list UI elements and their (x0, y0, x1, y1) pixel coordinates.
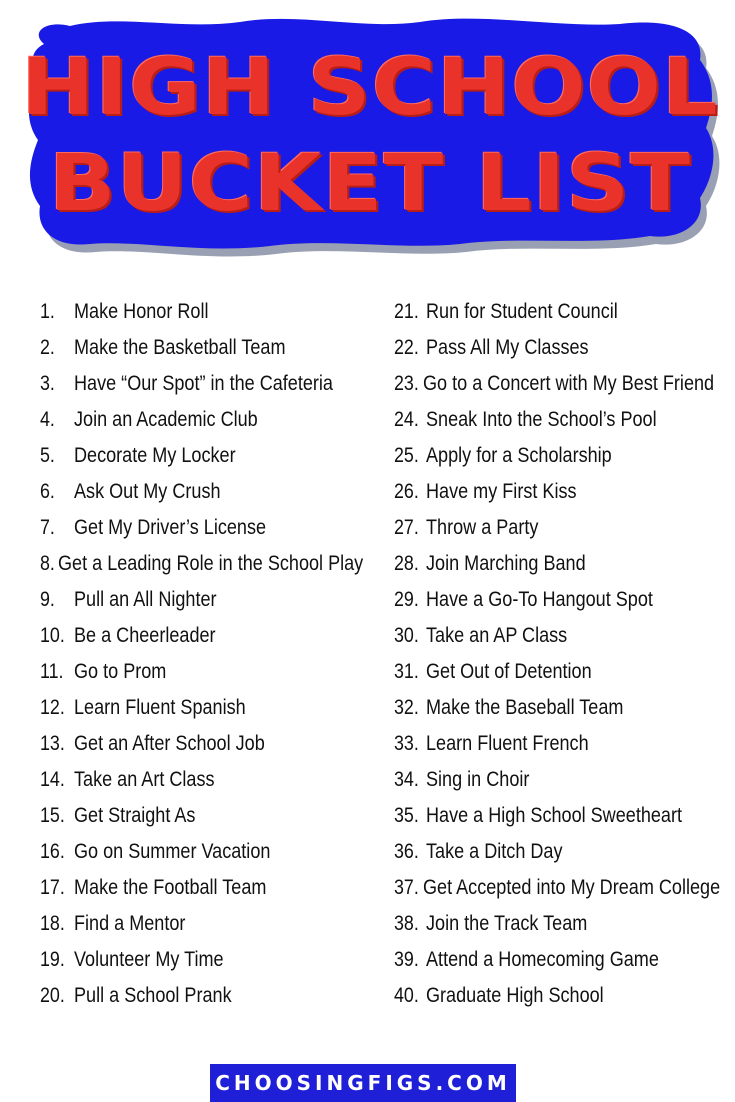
list-item-label: Make the Baseball Team (426, 696, 624, 719)
footer-site-banner (210, 1064, 516, 1102)
list-item-number: 28. (394, 552, 419, 575)
list-item-number: 27. (394, 516, 419, 539)
list-item-label: Go on Summer Vacation (74, 840, 271, 863)
list-item (394, 834, 724, 870)
list-item (40, 654, 380, 690)
list-item-label: Find a Mentor (74, 912, 186, 935)
list-item-number: 19. (40, 948, 65, 971)
list-item (394, 510, 724, 546)
list-item-number: 6. (40, 480, 55, 503)
list-item (394, 402, 724, 438)
list-item (394, 978, 724, 1014)
list-item (394, 654, 724, 690)
list-item (394, 438, 724, 474)
list-item-number: 16. (40, 840, 65, 863)
list-item-number: 7. (40, 516, 55, 539)
list-item-label: Graduate High School (426, 984, 604, 1007)
list-item-number: 15. (40, 804, 65, 827)
list-item-label: Get Out of Detention (426, 660, 592, 683)
list-item-number: 5. (40, 444, 55, 467)
list-item-label: Ask Out My Crush (74, 480, 221, 503)
list-item (40, 438, 380, 474)
list-item-number: 18. (40, 912, 65, 935)
list-item (40, 474, 380, 510)
list-item-number: 33. (394, 732, 419, 755)
list-item-label: Learn Fluent French (426, 732, 589, 755)
list-item-label: Take a Ditch Day (426, 840, 563, 863)
list-item-label: Make the Basketball Team (74, 336, 286, 359)
title-line-2: BUCKET LIST (48, 139, 692, 229)
list-item-label: Get a Leading Role in the School Play (57, 552, 363, 575)
list-item (394, 726, 724, 762)
list-item (40, 870, 380, 906)
list-item-number: 3. (40, 372, 55, 395)
list-item-label: Run for Student Council (426, 300, 618, 323)
list-item-number: 10. (40, 624, 65, 647)
list-item (40, 906, 380, 942)
list-item (40, 618, 380, 654)
list-item-number: 13. (40, 732, 65, 755)
list-item-label: Join the Track Team (426, 912, 588, 935)
list-item-label: Pull an All Nighter (74, 588, 217, 611)
list-item (40, 330, 380, 366)
list-item (40, 366, 380, 402)
list-item-number: 1. (40, 300, 55, 323)
list-item-label: Sing in Choir (426, 768, 530, 791)
list-item-label: Join an Academic Club (74, 408, 258, 431)
list-item-number: 21. (394, 300, 419, 323)
list-item (40, 798, 380, 834)
list-item (40, 978, 380, 1014)
list-item-label: Take an Art Class (74, 768, 215, 791)
list-item-number: 23. (394, 372, 419, 395)
list-item-label: Pass All My Classes (426, 336, 589, 359)
list-item-label: Get Straight As (74, 804, 196, 827)
list-item-number: 11. (40, 660, 64, 683)
list-item-number: 22. (394, 336, 419, 359)
list-item (394, 546, 724, 582)
list-item-label: Go to a Concert with My Best Friend (423, 372, 715, 395)
list-item-number: 4. (40, 408, 55, 431)
list-item (394, 942, 724, 978)
list-item (40, 726, 380, 762)
list-item-number: 32. (394, 696, 419, 719)
list-item (40, 834, 380, 870)
list-item-number: 34. (394, 768, 419, 791)
list-item (394, 366, 724, 402)
list-item (394, 618, 724, 654)
list-item-number: 24. (394, 408, 419, 431)
title-banner (0, 0, 735, 270)
list-item (40, 510, 380, 546)
list-item-label: Join Marching Band (426, 552, 586, 575)
list-item-number: 38. (394, 912, 419, 935)
list-item-number: 8. (40, 552, 55, 575)
list-item-label: Attend a Homecoming Game (426, 948, 659, 971)
footer-site-name: CHOOSINGFIGS.COM (215, 1071, 511, 1095)
list-item-label: Volunteer My Time (74, 948, 224, 971)
list-item-number: 31. (394, 660, 419, 683)
list-item-number: 17. (40, 876, 65, 899)
bucket-list-left-column (40, 294, 380, 1014)
list-item-number: 12. (40, 696, 65, 719)
list-item-label: Throw a Party (426, 516, 539, 539)
list-item (394, 870, 724, 906)
list-item (394, 798, 724, 834)
list-item (40, 762, 380, 798)
bucket-list-right-column (394, 294, 724, 1014)
list-item-number: 30. (394, 624, 419, 647)
list-item-label: Apply for a Scholarship (426, 444, 612, 467)
list-item (40, 546, 380, 582)
list-item-number: 2. (40, 336, 55, 359)
list-item (40, 402, 380, 438)
list-item-number: 35. (394, 804, 419, 827)
list-item-label: Have “Our Spot” in the Cafeteria (74, 372, 333, 395)
list-item-number: 29. (394, 588, 419, 611)
list-item-label: Have a Go-To Hangout Spot (426, 588, 653, 611)
list-item-label: Decorate My Locker (74, 444, 236, 467)
list-item-label: Have a High School Sweetheart (426, 804, 682, 827)
title-line-1: HIGH SCHOOL (21, 43, 719, 133)
list-item (40, 942, 380, 978)
list-item-label: Get Accepted into My Dream College (423, 876, 721, 899)
list-item (40, 582, 380, 618)
list-item-label: Have my First Kiss (426, 480, 577, 503)
list-item (394, 582, 724, 618)
list-item (40, 294, 380, 330)
list-item (394, 762, 724, 798)
list-item-label: Get My Driver’s License (74, 516, 267, 539)
list-item-number: 14. (40, 768, 65, 791)
list-item-label: Pull a School Prank (74, 984, 232, 1007)
list-item-number: 20. (40, 984, 65, 1007)
list-item-label: Get an After School Job (74, 732, 265, 755)
list-item-label: Learn Fluent Spanish (74, 696, 246, 719)
list-item-number: 26. (394, 480, 419, 503)
list-item-number: 25. (394, 444, 419, 467)
list-item-label: Go to Prom (74, 660, 167, 683)
list-item (394, 690, 724, 726)
list-item (394, 330, 724, 366)
list-item-label: Make the Football Team (74, 876, 267, 899)
list-item-number: 39. (394, 948, 419, 971)
list-item-label: Sneak Into the School’s Pool (426, 408, 657, 431)
list-item (394, 906, 724, 942)
list-item-number: 37. (394, 876, 419, 899)
list-item (40, 690, 380, 726)
list-item-label: Take an AP Class (426, 624, 568, 647)
list-item-label: Make Honor Roll (74, 300, 209, 323)
list-item-label: Be a Cheerleader (74, 624, 216, 647)
list-item-number: 9. (40, 588, 55, 611)
list-item-number: 36. (394, 840, 419, 863)
list-item (394, 294, 724, 330)
list-item-number: 40. (394, 984, 419, 1007)
list-item (394, 474, 724, 510)
